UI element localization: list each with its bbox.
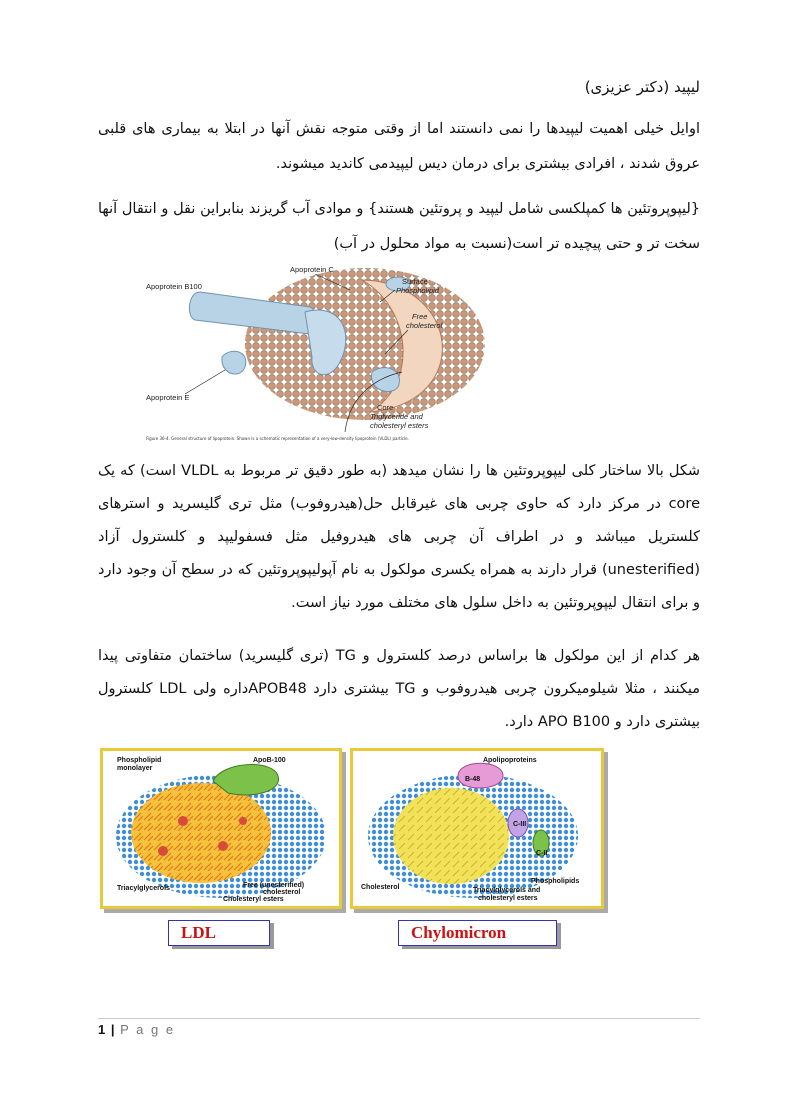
footer-divider — [98, 1018, 700, 1019]
paragraph-structure-description: شکل بالا ساختار کلی لیپوپروتئین ها را نشان میدهد (به طور دقیق تر مربوط به VLDL است) که یک core در مرکز دارد که حاوی چربی های غیرقابل حل(هیدروفوب) مثل تری گلیسرید و استرهای کلستریل میباشد و در اطراف آن چربی های هیدروفیل مثل فسفولیپد و کلسترول آزاد (unesterified) قرار دارند به همراه یکسری مولکول به نام آپولیپوپروتئین که در سطح آن وجود دارد و برای انتقال لیپوپروتئین به داخل سلول های مختلف مورد نیاز است. — [98, 463, 700, 611]
label-cholesteryl-esters: cholesteryl esters — [370, 421, 429, 430]
ldl-label-phospholipid: Phospholipid — [117, 757, 162, 764]
chylo-label-cholesteryl-esters: cholesteryl esters — [478, 895, 538, 902]
ldl-label-monolayer: monolayer — [117, 765, 153, 772]
label-surface: Surface — [402, 277, 428, 286]
ldl-label-free-unesterified: Free (unesterified) — [243, 882, 305, 889]
ldl-label-cholesterol: cholesterol — [263, 889, 301, 896]
label-cholesterol: cholesterol — [406, 321, 443, 330]
vldl-surface-shell — [245, 268, 485, 420]
chylo-label-triacylglycerols-and: Triacylglycerols and — [473, 887, 541, 894]
label-free: Free — [412, 312, 428, 321]
paragraph-lipoprotein-definition: {لیپوپروتئین ها کمپلکسی شامل لیپید و پروتئین هستند} و موادی آب گریزند بنابراین نقل و انتقال آنها سخت تر و حتی پیچیده تر است(نسبت به مواد محلول در آب) — [98, 201, 700, 252]
label-triglyceride-and: Triglyceride and — [370, 412, 423, 421]
chylo-label-phospholipids: Phospholipids — [531, 878, 580, 885]
paragraph-composition: هر کدام از این مولکول ها براساس درصد کلسترول و TG (تری گلیسرید) ساختمان متفاوتی پیدا میکنند ، مثلا شیلومیکرون چربی هیدروفوب و TG بیشتری دارد APOB48داره ولی LDL کلسترول بیشتری دارد و APO B100 دارد. — [98, 648, 700, 730]
chylomicron-figure-panel — [350, 748, 604, 909]
chylo-label-apolipoproteins: Apolipoproteins — [483, 757, 537, 764]
chylomicron-name-box: Chylomicron — [398, 920, 557, 946]
ldl-label-triacylglycerols: Triacylglycerols — [117, 885, 170, 892]
chylomicron-core — [393, 788, 509, 884]
label-apoprotein-b100: Apoprotein B100 — [146, 282, 202, 291]
paragraph-intro: اوایل خیلی اهمیت لیپیدها را نمی دانستند اما از وقتی متوجه نقش آنها در ابتلا به بیماری های قلبی عروق شدند ، افرادی بیشتری برای درمان دیس لیپیدمی کاندید میشوند. — [98, 121, 700, 172]
chylo-label-c2: C-II — [536, 850, 548, 857]
chylomicron-diagram — [353, 751, 601, 906]
apoprotein-e-shape — [222, 351, 246, 374]
chylo-label-c3: C-III — [513, 821, 527, 828]
chylo-label-b48: B-48 — [465, 776, 481, 783]
ldl-diagram — [103, 751, 339, 906]
page-number: 1 — [98, 1022, 106, 1037]
label-core: Core — [377, 403, 394, 412]
footer-separator: | — [110, 1022, 115, 1037]
label-apoprotein-e: Apoprotein E — [146, 393, 190, 402]
page-word: P a g e — [120, 1022, 176, 1037]
vldl-structure-figure — [140, 262, 560, 442]
ldl-label-apob100: ApoB-100 — [253, 757, 286, 764]
page-footer — [98, 1022, 175, 1037]
chylo-label-cholesterol: Cholesterol — [361, 884, 400, 891]
ldl-core — [131, 783, 271, 883]
label-apoprotein-c: Apoprotein C — [290, 265, 334, 274]
label-phospholipid: Phospholipid — [396, 286, 439, 295]
page-title: لیپید (دکتر عزیزی) — [584, 78, 700, 96]
ldl-figure-panel — [100, 748, 342, 909]
figure-caption: Figure 36-4. General structure of lipoprotein. Shown is a schematic representation of a very-low-density lipoprotein (VLDL) particle. — [146, 436, 409, 441]
ldl-label-cholesteryl-esters: Cholesteryl esters — [223, 896, 284, 903]
ldl-name-box: LDL — [168, 920, 270, 946]
